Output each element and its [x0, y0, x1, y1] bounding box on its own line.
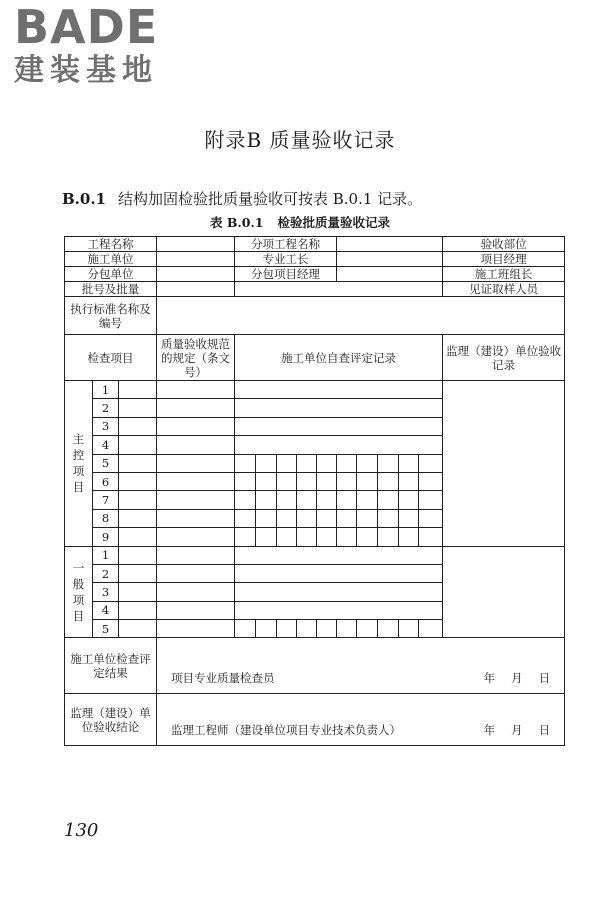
date-month: 月 [511, 723, 523, 738]
project-manager-label: 项目经理 [443, 252, 565, 267]
witness-sampler-label: 见证取样人员 [443, 282, 565, 297]
main-desc[interactable] [119, 436, 157, 454]
main-spec[interactable] [157, 472, 235, 490]
main-check-cell[interactable] [399, 454, 419, 472]
main-check-cell[interactable] [256, 509, 277, 527]
main-check-cell[interactable] [297, 472, 317, 490]
col-supervision-header: 监理（建设）单位验收记录 [443, 335, 565, 381]
main-check[interactable] [235, 436, 443, 454]
main-check-cell[interactable] [277, 454, 297, 472]
main-spec[interactable] [157, 509, 235, 527]
general-check-cell[interactable] [317, 620, 337, 638]
col-self-header: 施工单位自查评定记录 [235, 335, 443, 381]
date-day: 日 [538, 723, 551, 738]
header-row [65, 252, 565, 267]
main-check-cell[interactable] [297, 528, 317, 546]
main-desc[interactable] [119, 528, 157, 546]
col-spec-header: 质量验收规范的规定（条文号） [157, 335, 235, 381]
inspection-result-label: 施工单位检查评定结果 [65, 638, 157, 694]
general-check-cell[interactable] [337, 620, 357, 638]
general-check[interactable] [235, 601, 443, 619]
specialty-foreman-label: 专业工长 [235, 252, 337, 267]
main-check-cell[interactable] [317, 454, 337, 472]
brand-logo [14, 0, 184, 88]
appendix-title: 附录B 质量验收记录 [204, 128, 396, 152]
date-day: 日 [538, 671, 551, 686]
logo-wordmark: BADE [14, 0, 159, 54]
standard-label: 执行标准名称及编号 [65, 297, 157, 335]
general-spec[interactable] [157, 601, 235, 619]
main-number: 7 [93, 491, 119, 509]
general-spec[interactable] [157, 583, 235, 601]
main-spec[interactable] [157, 399, 235, 417]
sub-project-name-label: 分项工程名称 [235, 237, 337, 252]
project-name-value[interactable] [157, 237, 235, 252]
main-check-cell[interactable] [419, 528, 443, 546]
main-check-cell[interactable] [357, 528, 378, 546]
main-number: 3 [93, 417, 119, 435]
main-spec[interactable] [157, 454, 235, 472]
general-check-cell[interactable] [256, 620, 277, 638]
subcontractor-label: 分包单位 [65, 267, 157, 282]
main-check-cell[interactable] [317, 491, 337, 509]
main-check-cell[interactable] [277, 509, 297, 527]
main-check-cell[interactable] [256, 454, 277, 472]
construction-unit-value[interactable] [157, 252, 235, 267]
main-check-cell[interactable] [297, 509, 317, 527]
main-number: 9 [93, 528, 119, 546]
main-check-cell[interactable] [378, 491, 399, 509]
general-check-cell[interactable] [277, 620, 297, 638]
general-check[interactable] [235, 564, 443, 582]
logo-tagline: 建装基地 [14, 53, 158, 88]
subcontractor-value[interactable] [157, 267, 235, 282]
main-check-cell[interactable] [399, 472, 419, 490]
main-check-cell[interactable] [378, 454, 399, 472]
main-check-cell[interactable] [297, 491, 317, 509]
main-check-cell[interactable] [235, 472, 256, 490]
general-check[interactable] [235, 546, 443, 564]
main-row [65, 381, 565, 399]
general-desc[interactable] [119, 601, 157, 619]
main-number: 8 [93, 509, 119, 527]
acceptance-conclusion [65, 694, 565, 746]
inspection-result [65, 638, 565, 694]
main-check-cell[interactable] [317, 472, 337, 490]
main-check[interactable] [235, 381, 443, 399]
main-check-cell[interactable] [317, 528, 337, 546]
acceptance-conclusion-signer: 监理工程师（建设单位项目专业技术负责人） [171, 723, 402, 738]
main-check-cell[interactable] [419, 472, 443, 490]
inspection-location-label: 验收部位 [443, 237, 565, 252]
date-month: 月 [511, 671, 523, 686]
main-spec[interactable] [157, 436, 235, 454]
column-header-row [65, 335, 565, 381]
main-check-cell[interactable] [399, 528, 419, 546]
general-item-group [65, 546, 93, 638]
inspection-result-date [476, 671, 559, 685]
main-check-cell[interactable] [277, 472, 297, 490]
standard-row [65, 297, 565, 335]
general-check-cell[interactable] [399, 620, 419, 638]
header-row [65, 267, 565, 282]
main-check-cell[interactable] [419, 509, 443, 527]
col-item-header: 检查项目 [65, 335, 157, 381]
header-row [65, 237, 565, 252]
main-check-cell[interactable] [357, 491, 378, 509]
subcontract-project-manager-value[interactable] [337, 267, 443, 282]
main-check-cell[interactable] [378, 472, 399, 490]
general-check-cell[interactable] [419, 620, 443, 638]
main-check-cell[interactable] [399, 491, 419, 509]
acceptance-conclusion-label: 监理（建设）单位验收结论 [65, 694, 157, 746]
main-number: 6 [93, 472, 119, 490]
main-check-cell[interactable] [235, 491, 256, 509]
general-check-cell[interactable] [357, 620, 378, 638]
main-desc[interactable] [119, 381, 157, 399]
acceptance-conclusion-sign[interactable] [157, 694, 565, 746]
general-desc[interactable] [119, 564, 157, 582]
main-check-cell[interactable] [235, 528, 256, 546]
general-spec[interactable] [157, 546, 235, 564]
clause-text: 结构加固检验批质量验收可按表 B.0.1 记录。 [118, 190, 423, 208]
subcontract-project-manager-label: 分包项目经理 [235, 267, 337, 282]
main-check-cell[interactable] [337, 528, 357, 546]
main-check-cell[interactable] [235, 509, 256, 527]
main-supervision[interactable] [443, 381, 565, 547]
batch-value[interactable] [235, 282, 443, 297]
construction-unit-label: 施工单位 [65, 252, 157, 267]
main-check-cell[interactable] [378, 528, 399, 546]
general-number: 2 [93, 564, 119, 582]
main-desc[interactable] [119, 491, 157, 509]
inspection-result-signer: 项目专业质量检查员 [171, 671, 275, 686]
main-check-cell[interactable] [337, 454, 357, 472]
general-check[interactable] [235, 583, 443, 601]
main-spec[interactable] [157, 528, 235, 546]
main-check-cell[interactable] [256, 491, 277, 509]
general-item-group-text: 一般项目 [72, 560, 85, 623]
main-check-cell[interactable] [256, 528, 277, 546]
crew-leader-label: 施工班组长 [443, 267, 565, 282]
main-check-cell[interactable] [399, 509, 419, 527]
standard-value[interactable] [157, 297, 565, 335]
clause-paragraph [62, 188, 422, 209]
main-number: 1 [93, 381, 119, 399]
table-caption-title: 检验批质量验收记录 [277, 215, 391, 230]
header-row [65, 282, 565, 297]
main-check-cell[interactable] [235, 454, 256, 472]
date-year: 年 [483, 723, 496, 738]
main-spec[interactable] [157, 417, 235, 435]
batch-number-value[interactable] [157, 282, 235, 297]
main-check-cell[interactable] [419, 491, 443, 509]
main-check-cell[interactable] [337, 472, 357, 490]
general-supervision[interactable] [443, 546, 565, 638]
table-caption-number: 表 B.0.1 [209, 215, 264, 230]
main-spec[interactable] [157, 491, 235, 509]
main-check-cell[interactable] [277, 491, 297, 509]
main-check-cell[interactable] [357, 454, 378, 472]
main-check-cell[interactable] [378, 509, 399, 527]
general-desc[interactable] [119, 620, 157, 638]
main-check[interactable] [235, 399, 443, 417]
acceptance-conclusion-date [476, 723, 559, 737]
general-check-cell[interactable] [378, 620, 399, 638]
main-desc[interactable] [119, 472, 157, 490]
main-desc[interactable] [119, 399, 157, 417]
general-check-cell[interactable] [235, 620, 256, 638]
general-spec[interactable] [157, 620, 235, 638]
main-check-cell[interactable] [357, 509, 378, 527]
inspection-result-sign[interactable] [157, 638, 565, 694]
main-number: 5 [93, 454, 119, 472]
main-number: 2 [93, 399, 119, 417]
main-check-cell[interactable] [357, 472, 378, 490]
main-number: 4 [93, 436, 119, 454]
general-check-cell[interactable] [297, 620, 317, 638]
main-check-cell[interactable] [317, 509, 337, 527]
main-check-cell[interactable] [337, 509, 357, 527]
general-number: 1 [93, 546, 119, 564]
main-desc[interactable] [119, 509, 157, 527]
general-spec[interactable] [157, 564, 235, 582]
page-number: 130 [64, 820, 99, 841]
general-number: 5 [93, 620, 119, 638]
general-desc[interactable] [119, 583, 157, 601]
main-check-cell[interactable] [419, 454, 443, 472]
general-row [65, 546, 565, 564]
inspection-record-table [64, 236, 565, 746]
sub-project-name-value[interactable] [337, 237, 443, 252]
main-check-cell[interactable] [337, 491, 357, 509]
main-desc[interactable] [119, 454, 157, 472]
main-check-cell[interactable] [297, 454, 317, 472]
project-name-label: 工程名称 [65, 237, 157, 252]
main-check[interactable] [235, 417, 443, 435]
general-number: 3 [93, 583, 119, 601]
clause-number: B.0.1 [62, 190, 106, 208]
main-check-cell[interactable] [277, 528, 297, 546]
date-year: 年 [483, 671, 496, 686]
batch-number-label: 批号及批量 [65, 282, 157, 297]
general-desc[interactable] [119, 546, 157, 564]
main-spec[interactable] [157, 381, 235, 399]
main-check-cell[interactable] [256, 472, 277, 490]
table-caption [0, 213, 600, 231]
main-desc[interactable] [119, 417, 157, 435]
main-control-group-text: 主控项目 [72, 432, 85, 495]
specialty-foreman-value[interactable] [337, 252, 443, 267]
main-control-group [65, 381, 93, 547]
general-number: 4 [93, 601, 119, 619]
